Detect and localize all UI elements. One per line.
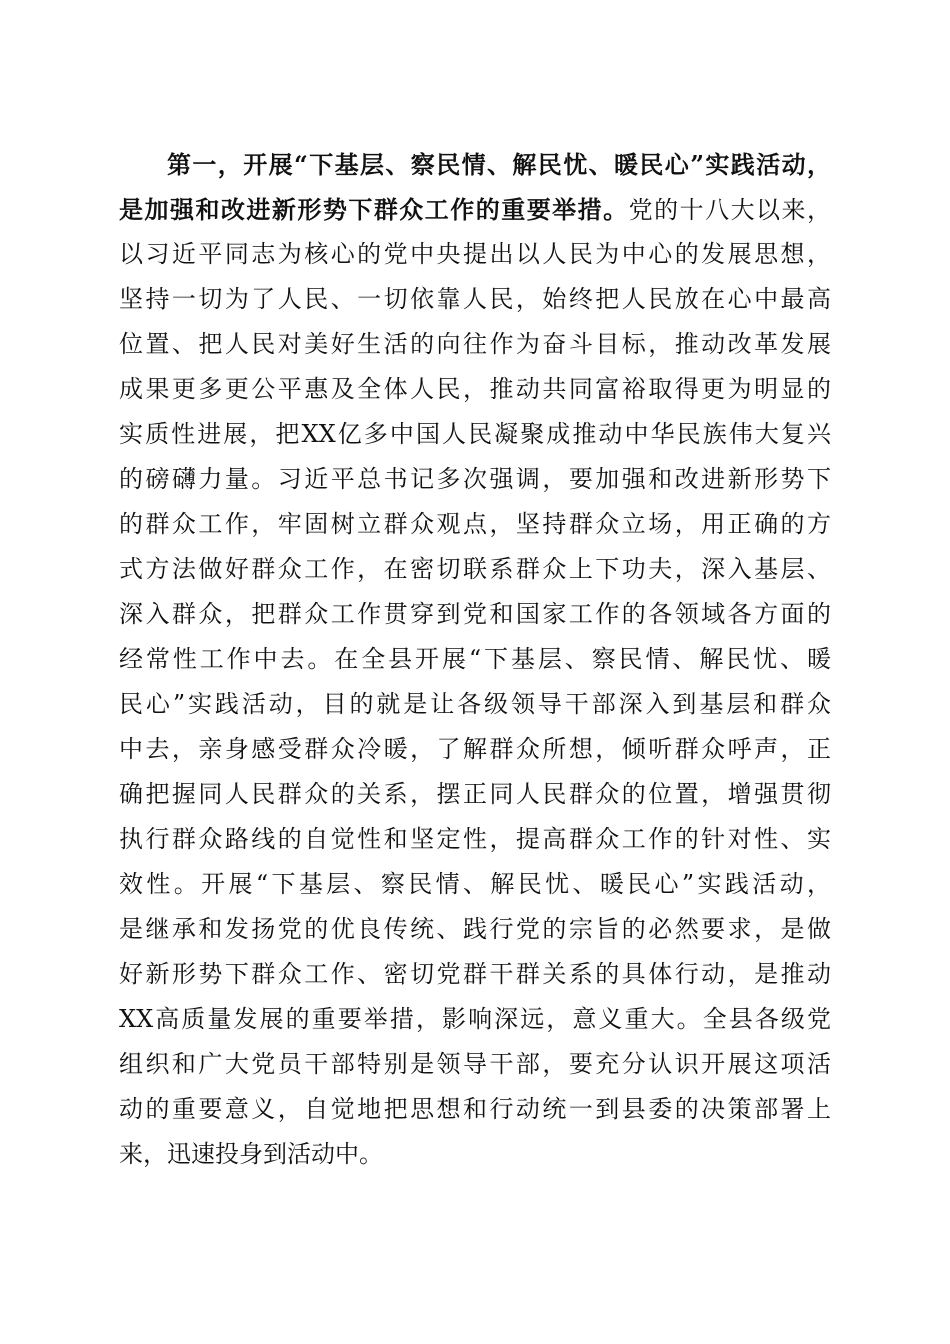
text-line xyxy=(119,187,831,232)
body-paragraph xyxy=(119,142,831,1177)
text-line: 的磅礴力量。习近平总书记多次强调，要加强和改进新形势下 xyxy=(119,465,831,493)
bold-heading-text: 是加强和改进新形势下群众工作的重要举措。 xyxy=(119,195,629,224)
text-line: 坚持一切为了人民、一切依靠人民，始终把人民放在心中最高 xyxy=(119,285,831,313)
text-line: 组织和广大党员干部特别是领导干部，要充分认识开展这项活 xyxy=(119,1050,831,1078)
text-line: 是继承和发扬党的优良传统、践行党的宗旨的必然要求，是做 xyxy=(119,915,831,943)
text-line: 确把握同人民群众的关系，摆正同人民群众的位置，增强贯彻 xyxy=(119,780,831,808)
text-line: 民心”实践活动，目的就是让各级领导干部深入到基层和群众 xyxy=(119,690,831,718)
text-line: 效性。开展“下基层、察民情、解民忧、暖民心”实践活动， xyxy=(119,870,831,898)
text-line: 好新形势下群众工作、密切党群干群关系的具体行动，是推动 xyxy=(119,960,831,988)
text-line: 成果更多更公平惠及全体人民，推动共同富裕取得更为明显的 xyxy=(119,375,831,403)
text-line: 执行群众路线的自觉性和坚定性，提高群众工作的针对性、实 xyxy=(119,825,831,853)
text-line: 中去，亲身感受群众冷暖，了解群众所想，倾听群众呼声，正 xyxy=(119,735,831,763)
text-line: 的群众工作，牢固树立群众观点，坚持群众立场，用正确的方 xyxy=(119,510,831,538)
text-line: 位置、把人民对美好生活的向往作为奋斗目标，推动改革发展 xyxy=(119,330,831,358)
text-line: 经常性工作中去。在全县开展“下基层、察民情、解民忧、暖 xyxy=(119,645,831,673)
text-line: XX高质量发展的重要举措，影响深远，意义重大。全县各级党 xyxy=(119,1005,831,1033)
text-line: 深入群众，把群众工作贯穿到党和国家工作的各领域各方面的 xyxy=(119,600,831,628)
bold-heading-text: 第一，开展“下基层、察民情、解民忧、暖民心”实践活动， xyxy=(167,150,831,179)
line-text: 党的十八大以来， xyxy=(628,196,832,224)
text-line: 实质性进展，把XX亿多中国人民凝聚成推动中华民族伟大复兴 xyxy=(119,420,831,448)
text-line: 以习近平同志为核心的党中央提出以人民为中心的发展思想， xyxy=(119,240,831,268)
text-line: 来，迅速投身到活动中。 xyxy=(119,1140,383,1168)
text-line: 动的重要意义，自觉地把思想和行动统一到县委的决策部署上 xyxy=(119,1095,831,1123)
text-line: 式方法做好群众工作，在密切联系群众上下功夫，深入基层、 xyxy=(119,555,831,583)
text-line xyxy=(119,142,831,187)
